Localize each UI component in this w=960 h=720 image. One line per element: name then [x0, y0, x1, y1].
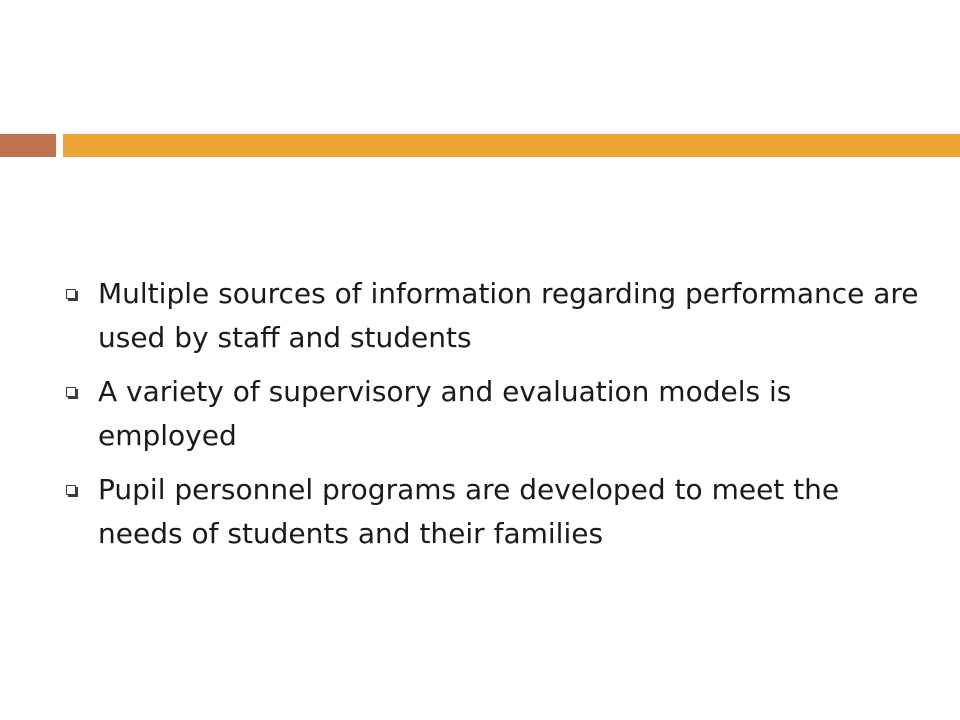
list-item [64, 468, 924, 556]
bullet-text: Pupil personnel programs are developed to meet the needs of students and their families [98, 473, 840, 550]
square-bullet-icon [66, 289, 76, 299]
square-bullet-icon [66, 485, 76, 495]
list-item [64, 370, 924, 458]
square-bullet-icon [66, 387, 76, 397]
header-accent-block [0, 134, 56, 157]
bullet-list [64, 272, 924, 566]
header-accent-bar [63, 134, 960, 157]
list-item [64, 272, 924, 360]
bullet-text: Multiple sources of information regarding performance are used by staff and students [98, 277, 919, 354]
bullet-text: A variety of supervisory and evaluation models is employed [98, 375, 792, 452]
